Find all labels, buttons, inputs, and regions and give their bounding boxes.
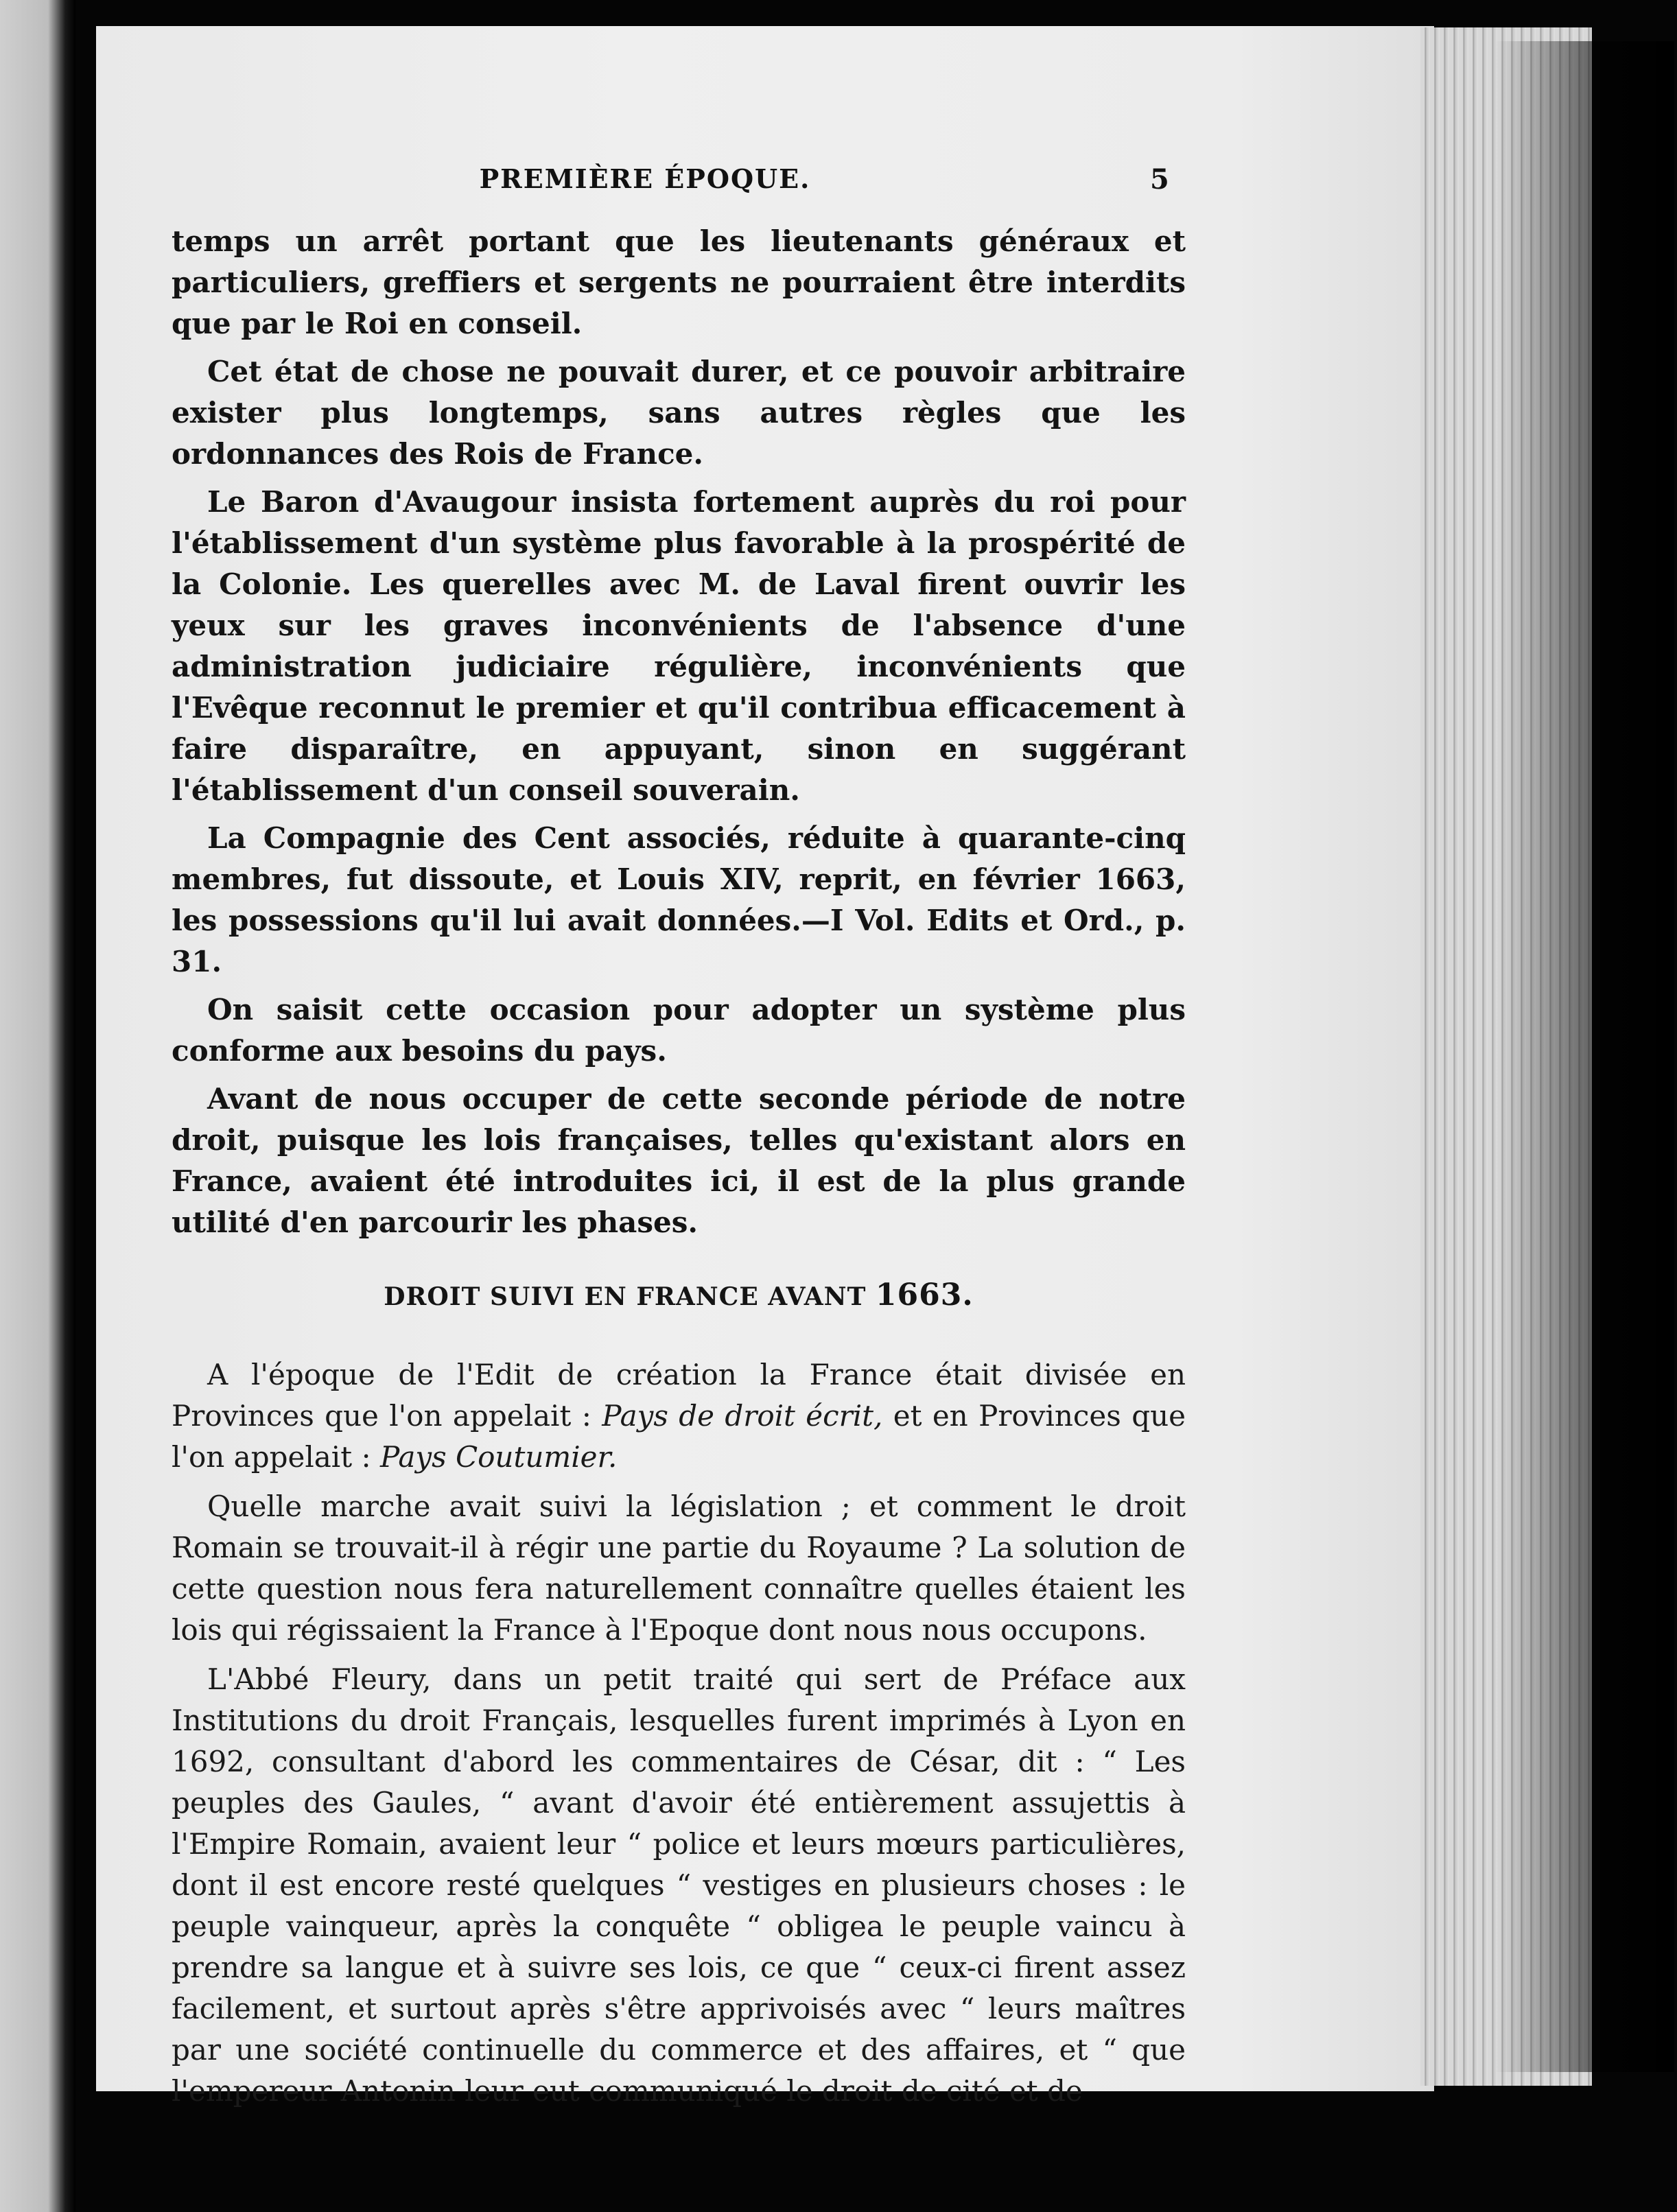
running-head: PREMIÈRE ÉPOQUE. xyxy=(479,163,811,194)
page-number: 5 xyxy=(1150,163,1169,196)
paragraph-5: On saisit cette occasion pour adopter un système plus conforme aux besoins du pays. xyxy=(172,993,1186,1068)
section-heading-text: DROIT SUIVI EN FRANCE AVANT xyxy=(384,1282,867,1311)
paragraph-2: Cet état de chose ne pouvait durer, et ce pouvoir arbitraire exister plus longtemps, sans autres règles que les ordonnances des Rois de France. xyxy=(172,355,1186,471)
scan-right-shadow xyxy=(1496,41,1674,2072)
scan-left-margin xyxy=(0,0,75,2212)
paragraph-3: Le Baron d'Avaugour insista fortement auprès du roi pour l'établissement d'un système plus favorable à la prospérité de la Colonie. Les querelles avec M. de Laval firent ouvrir les yeux sur les graves inconvénients de l'absence d'une administration judiciaire régulière, inconvénients que l'Evêque reconnut le premier et qu'il contribua efficacement à faire disparaître, en appuyant, sinon en suggérant l'établissement d'un conseil souverain. xyxy=(172,485,1186,807)
paragraph-1: temps un arrêt portant que les lieutenants généraux et particuliers, greffiers et sergents ne pourraient être interdits que par le Roi en conseil. xyxy=(172,224,1186,340)
paragraph-4: La Compagnie des Cent associés, réduite à quarante-cinq membres, fut dissoute, et Louis XIV, reprit, en février 1663, les possessions qu'il lui avait données.—I Vol. Edits et Ord., p. 31. xyxy=(172,821,1186,978)
section-heading-year: 1663. xyxy=(875,1278,974,1313)
paragraph-edit xyxy=(172,1354,1186,1478)
paragraph-legislation: Quelle marche avait suivi la législation ; et comment le droit Romain se trouvait-il à régir une partie du Royaume ? La solution de cette question nous fera naturellement connaître quelles étaient les lois qui régissaient la France à l'Epoque dont nous nous occupons. xyxy=(172,1490,1186,1647)
paragraph-edit-before: A l'époque de l'Edit de création la France était divisée en Provinces que l'on appelait : xyxy=(172,1358,1186,1433)
paragraph-fleury: L'Abbé Fleury, dans un petit traité qui sert de Préface aux Institutions du droit Français, lesquelles furent imprimés à Lyon en 1692, consultant d'abord les commentaires de César, dit : “ Les peuples des Gaules, “ avant d'avoir été entièrement assujettis à l'Empire Romain, avaient leur “ police et leurs mœurs particulières, dont il est encore resté quelques “ vestiges en plusieurs choses : le peuple vainqueur, après la conquête “ obligea le peuple vaincu à prendre sa langue et à suivre ses lois, ce que “ ceux-ci firent assez facilement, et surtout après s'être apprivoisés avec “ leurs maîtres par une société continuelle du commerce et des affaires, et “ que l'empereur Antonin leur eut communiqué le droit de cité et de xyxy=(172,1662,1186,2108)
section-heading xyxy=(172,1275,1186,1317)
term-pays-coutumier: Pays Coutumier. xyxy=(379,1440,618,1474)
main-text xyxy=(172,221,1186,2120)
section-body xyxy=(172,1354,1186,2112)
paragraph-edit-middle: et en Provinces que l'on appelait : xyxy=(172,1399,1186,1474)
paragraph-6: Avant de nous occuper de cette seconde période de notre droit, puisque les lois françaises, telles qu'existant alors en France, avaient été introduites ici, il est de la plus grande utilité d'en parcourir les phases. xyxy=(172,1082,1186,1239)
term-pays-droit-ecrit: Pays de droit écrit, xyxy=(602,1399,883,1433)
